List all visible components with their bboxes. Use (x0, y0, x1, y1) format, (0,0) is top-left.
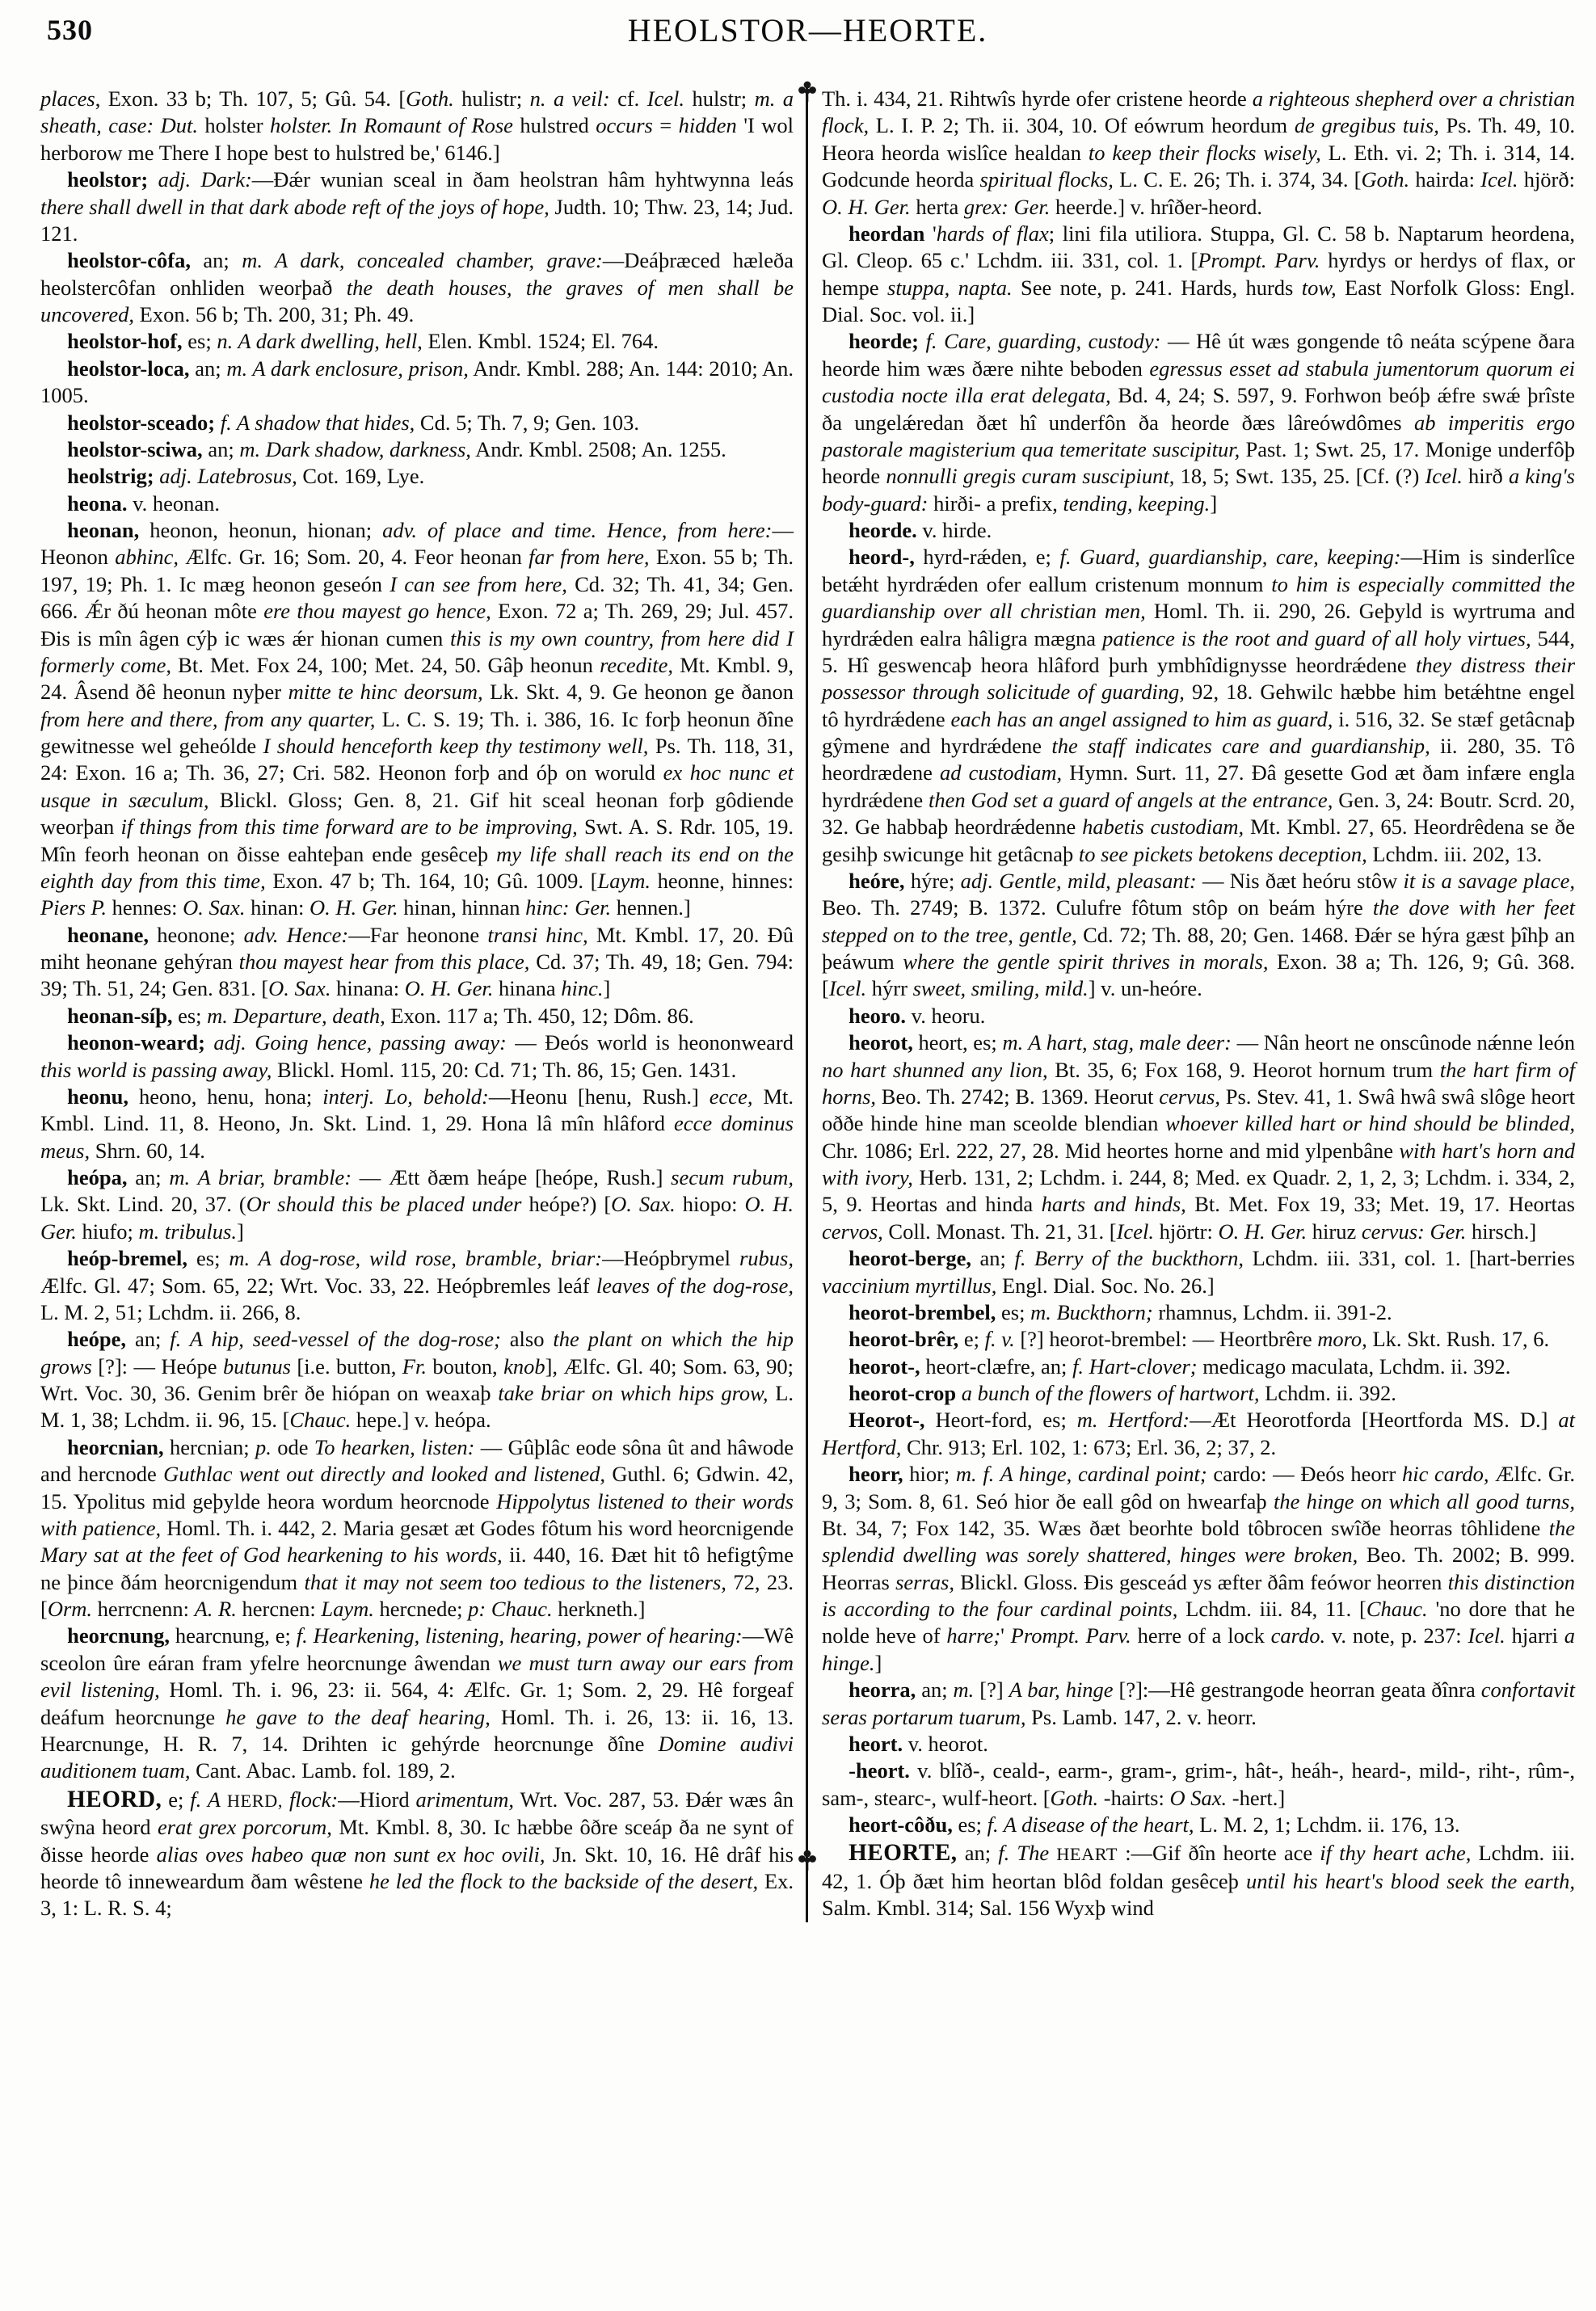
column-divider-rule (806, 86, 808, 1922)
dictionary-entry: heonan-síþ, es; m. Departure, death, Exon. 117 a; Th. 450, 12; Dôm. 86. (67, 1003, 694, 1028)
dictionary-entry: heorot-brêr, e; f. v. [?] heorot-brembel: — Heortbrêre moro, Lk. Skt. Rush. 17, 6. (849, 1327, 1550, 1352)
dictionary-entry: heorot, heort, es; m. A hart, stag, male deer: — Nân heort ne onscûnode nǽnne león no hart shunned any lion, Bt. 35, 6; Fox 168, 9. Heorot hornum trum the hart firm of horns, Beo. Th. 2742; B. 1369. Heorut cervus, Ps. Stev. 41, 1. Swâ hwâ swâ slôge heort oððe hinde hine man sceolde blendian whoever killed hart or hind should be blinded, Chr. 1086; Erl. 222, 27, 28. Mid heortes horne and mid ylpenbâne with hart's horn and with ivory, Herb. 131, 2; Lchdm. i. 244, 8; Med. ex Quadr. 2, 1, 2, 3; Lchdm. i. 334, 2, 5, 9. Heortas and hinda harts and hinds, Bt. Met. Fox 19, 33; Met. 19, 17. Heortas cervos, Coll. Monast. Th. 21, 31. [Icel. hjörtr: O. H. Ger. hiruz cervus: Ger. hirsch.] (822, 1030, 1575, 1244)
dictionary-entry: heóp-bremel, es; m. A dog-rose, wild rose, bramble, briar:—Heópbrymel rubus, Ælfc. Gl. 47; Som. 65, 22; Wrt. Voc. 33, 22. Heópbremles leáf leaves of the dog-rose, L. M. 2, 51; Lchdm. ii. 266, 8. (40, 1246, 794, 1324)
dictionary-entry: Heorot-, Heort-ford, es; m. Hertford:—Æt Heorotforda [Heortforda MS. D.] at Hertford, Chr. 913; Erl. 102, 1: 673; Erl. 36, 2; 37, 2. (822, 1408, 1576, 1459)
dictionary-entry: places, Exon. 33 b; Th. 107, 5; Gû. 54. [Goth. hulistr; n. a veil: cf. Icel. hulstr; m. a sheath, case: Dut. holster holster. In Romaunt of Rose hulstred occurs = hidden 'I wol herborow me There I hope best to hulstred be,' 6146.] (40, 86, 794, 165)
dictionary-entry: heonan, heonon, heonun, hionan; adv. of place and time. Hence, from here:—Heonon abhinc, Ælfc. Gr. 16; Som. 20, 4. Feor heonan far from here, Exon. 55 b; Th. 197, 19; Ph. 1. Ic mæg heonon geseón I can see from here, Cd. 32; Th. 41, 34; Gen. 666. Ǽr ðú heonan môte ere thou mayest go hence, Exon. 72 a; Th. 269, 29; Jul. 457. Ðis is mîn âgen cýþ ic wæs ǽr hionan cumen this is my own country, from here did I formerly come, Bt. Met. Fox 24, 100; Met. 24, 50. Gâþ heonun recedite, Mt. Kmbl. 9, 24. Âsend ðê heonun nyþer mitte te hinc deorsum, Lk. Skt. 4, 9. Ge heonon ge ðanon from here and there, from any quarter, L. C. S. 19; Th. i. 386, 16. Ic forþ heonun ðîne gewitnesse wel geheólde I should henceforth keep thy testimony well, Ps. Th. 118, 31, 24: Exon. 16 a; Th. 36, 27; Cri. 582. Heonon forþ and óþ on woruld ex hoc nunc et usque in sæculum, Blickl. Gloss; Gen. 8, 21. Gif hit sceal heonan forþ gôdiende weorþan if things from this time forward are to be improving, Swt. A. S. Rdr. 105, 19. Mîn feorh heonan on ðisse eahteþan ende gesêceþ my life shall reach its end on the eighth day from this time, Exon. 47 b; Th. 164, 10; Gû. 1009. [Laym. heonne, hinnes: Piers P. hennes: O. Sax. hinan: O. H. Ger. hinan, hinnan hinc: Ger. hennen.] (40, 518, 794, 920)
dictionary-entry: heolstor-sceado; f. A shadow that hides, Cd. 5; Th. 7, 9; Gen. 103. (67, 410, 640, 435)
dictionary-entry: heorde; f. Care, guarding, custody: — Hê út wæs gongende tô neáta scýpene ðara heorde him wæs ðære nihte beboden egressus esset ad stabula jumentorum quorum ei custodia nocte illa erat delegata, Bd. 4, 24; S. 597, 9. Forhwon beóþ ǽfre swǽ þrîste ða ungelǽredan ðæt hî underfôn ða heorde ðæs lâreówdômes ab imperitis ergo pastorale magisterium qua temeritate suscipitur, Past. 1; Swt. 25, 17. Monige underfôþ heorde nonnulli gregis curam suscipiunt, 18, 5; Swt. 135, 25. [Cf. (?) Icel. hirð a king's body-guard: hirði- a prefix, tending, keeping.] (822, 329, 1576, 516)
dictionary-entry: heópe, an; f. A hip, seed-vessel of the dog-rose; also the plant on which the hip grows [?]: — Heópe butunus [i.e. button, Fr. bouton, knob], Ælfc. Gl. 40; Som. 63, 90; Wrt. Voc. 30, 36. Genim brêr ðe hiópan on weaxaþ take briar on which hips grow, L. M. 1, 38; Lchdm. ii. 96, 15. [Chauc. hepe.] v. heópa. (40, 1327, 794, 1433)
dictionary-entry: heord-, hyrd-rǽden, e; f. Guard, guardianship, care, keeping:—Him is sinderlîce betǽht hyrdrǽden ofer eallum cristenum monnum to him is especially committed the guardianship over all christian men, Homl. Th. ii. 290, 26. Geþyld is wyrtruma and hyrdrǽden ealra hâligra mægna patience is the root and guard of all holy virtues, 544, 5. Hî geswencaþ heora hlâford þurh ymbhîdignysse heordrǽdene they distress their possessor through solicitude of guarding, 92, 18. Gehwilc hæbbe him betǽhtne engel tô hyrdrǽdene each has an angel assigned to him as guard, i. 516, 32. Se stæf getâcnaþ gŷmene and hyrdrǽdene the staff indicates care and guardianship, ii. 280, 35. Tô heordrædene ad custodiam, Hymn. Surt. 11, 27. Ðâ gesette God æt ðam infære engla hyrdrǽdene then God set a guard of angels at the entrance, Gen. 3, 24: Boutr. Scrd. 20, 32. Ge habbaþ heordrǽdenne habetis custodiam, Mt. Kmbl. 27, 65. Heordrêdena se ðe gesihþ swicunge hit getâcnaþ to see pickets betokens deception, Lchdm. iii. 202, 13. (822, 545, 1576, 866)
dictionary-entry: heolstor-loca, an; m. A dark enclosure, prison, Andr. Kmbl. 288; An. 144: 2010; An. 1005. (40, 356, 794, 408)
dictionary-entry: heorot-crop a bunch of the flowers of hartwort, Lchdm. ii. 392. (849, 1381, 1396, 1405)
dictionary-entry: -heort. v. blîð-, ceald-, earm-, gram-, grim-, hât-, heáh-, heard-, mild-, riht-, rûm-, sam-, stearc-, wulf-heort. [Goth. -hairts: O Sax. -hert.] (822, 1758, 1575, 1810)
dictionary-entry: heolstor-côfa, an; m. A dark, concealed chamber, grave:—Deáþræced hæleða heolstercôfan onhliden weorþað the death houses, the graves of men shall be uncovered, Exon. 56 b; Th. 200, 31; Ph. 49. (40, 248, 794, 326)
dictionary-entry: Th. i. 434, 21. Rihtwîs hyrde ofer cristene heorde a righteous shepherd over a christian flock, L. I. P. 2; Th. ii. 304, 10. Of eówrum heordum de gregibus tuis, Ps. Th. 49, 10. Heora heorda wislîce healdan to keep their flocks wisely, L. Eth. vi. 2; Th. i. 314, 14. Godcunde heorda spiritual flocks, L. C. E. 26; Th. i. 374, 34. [Goth. hairda: Icel. hjörð: O. H. Ger. herta grex: Ger. heerde.] v. hrîðer-heord. (822, 86, 1576, 219)
dictionary-entry: heorot-, heort-clæfre, an; f. Hart-clover; medicago maculata, Lchdm. ii. 392. (849, 1353, 1511, 1379)
fleuron-icon (798, 1850, 817, 1871)
page-number: 530 (47, 14, 93, 46)
left-column (40, 86, 794, 1922)
dictionary-entry: heolstor; adj. Dark:—Ðǽr wunian sceal in ðam heolstran hâm hyhtwynna leás there shall dwell in that dark abode reft of the joys of hope, Judth. 10; Thw. 23, 14; Jud. 121. (40, 167, 794, 246)
dictionary-entry: heolstor-sciwa, an; m. Dark shadow, darkness, Andr. Kmbl. 2508; An. 1255. (67, 436, 726, 461)
dictionary-entry: heort. v. heorot. (849, 1731, 988, 1756)
dictionary-entry: HEORTE, an; f. The HEART :—Gif ðîn heorte ace if thy heart ache, Lchdm. iii. 42, 1. Óþ ðæt him heortan blôd foldan gesêceþ until his heart's blood seek the earth, Salm. Kmbl. 314; Sal. 156 Wyxþ wind (822, 1840, 1576, 1921)
right-column (822, 86, 1575, 1922)
page-title: HEOLSTOR—HEORTE. (627, 12, 988, 48)
page-header (40, 11, 1575, 68)
dictionary-entry: heorr, hior; m. f. A hinge, cardinal point; cardo: — Ðeós heorr hic cardo, Ælfc. Gr. 9, 3; Som. 8, 61. Seó hior ðe eall gôd on hwearfaþ the hinge on which all good turns, Bt. 34, 7; Fox 142, 35. Wæs ðæt beorhte bold tôbrocen swîðe heorras tôhlidene the splendid dwelling was sorely shattered, hinges were broken, Beo. Th. 2002; B. 999. Heorras serras, Blickl. Gloss. Ðis gesceád ys æfter ðâm feówor heorren this distinction is according to the four cardinal points, Lchdm. iii. 84, 11. [Chauc. 'no dore that he nolde heve of harre;' Prompt. Parv. herre of a lock cardo. v. note, p. 237: Icel. hjarri a hinge.] (822, 1462, 1575, 1675)
dictionary-entry: heorcnian, hercnian; p. ode To hearken, listen: — Gûþlâc eode sôna ût and hâwode and hercnode Guthlac went out directly and looked and listened, Guthl. 6; Gdwin. 42, 15. Ypolitus mid geþylde heora wordum heorcnode Hippolytus listened to their words with patience, Homl. Th. i. 442, 2. Maria gesæt æt Godes fôtum his word heorcnigende Mary sat at the feet of God hearkening to his words, ii. 440, 16. Ðæt hit tô hefigtŷme ne þince ðám heorcnigendum that it may not seem too tedious to the listeners, 72, 23. [Orm. herrcnenn: A. R. hercnen: Laym. hercnede; p: Chauc. herkneth.] (40, 1434, 794, 1621)
text-columns (40, 86, 1575, 1922)
dictionary-entry: heorcnung, hearcnung, e; f. Hearkening, listening, hearing, power of hearing:—Wê sceolon ûre eáran fram yfelre heorcnunge âwendan we must turn away our ears from evil listening, Homl. Th. i. 96, 23: ii. 564, 4: Ælfc. Gr. 1; Som. 2, 29. Hê forgeaf deáfum heorcnunge he gave to the deaf hearing, Homl. Th. i. 26, 13: ii. 16, 13. Hearcnunge, H. R. 7, 14. Drihten ic gehýrde heorcnunge ðîne Domine audivi auditionem tuam, Cant. Abac. Lamb. fol. 189, 2. (40, 1623, 794, 1783)
dictionary-entry: heordan 'hards of flax; lini fila utiliora. Stuppa, Gl. C. 58 b. Naptarum heordena, Gl. Cleop. 65 c.' Lchdm. iii. 331, col. 1. [Prompt. Parv. hyrdys or herdys of flax, or hempe stuppa, napta. See note, p. 241. Hards, hurds tow, East Norfolk Gloss: Engl. Dial. Soc. vol. ii.] (822, 221, 1576, 326)
dictionary-entry: heópa, an; m. A briar, bramble: — Ætt ðæm heápe [heópe, Rush.] secum rubum, Lk. Skt. Lind. 20, 37. (Or should this be placed under heópe?) [O. Sax. hiopo: O. H. Ger. hiufo; m. tribulus.] (40, 1165, 794, 1244)
dictionary-entry: heorde. v. hirde. (849, 518, 992, 542)
dictionary-entry: heorra, an; m. [?] A bar, hinge [?]:—Hê gestrangode heorran geata ðînra confortavit seras portarum tuarum, Ps. Lamb. 147, 2. v. heorr. (822, 1677, 1575, 1729)
dictionary-entry: heoro. v. heoru. (849, 1003, 986, 1028)
dictionary-entry: heolstor-hof, es; n. A dark dwelling, hell, Elen. Kmbl. 1524; El. 764. (67, 329, 659, 354)
dictionary-entry: heort-côðu, es; f. A disease of the heart, L. M. 2, 1; Lchdm. ii. 176, 13. (849, 1812, 1460, 1837)
dictionary-entry: heonon-weard; adj. Going hence, passing away: — Ðeós world is heononweard this world is passing away, Blickl. Homl. 115, 20: Cd. 71; Th. 86, 15; Gen. 1431. (40, 1030, 794, 1082)
dictionary-entry: heorot-brembel, es; m. Buckthorn; rhamnus, Lchdm. ii. 391-2. (849, 1299, 1392, 1324)
dictionary-entry: heonu, heono, henu, hona; interj. Lo, behold:—Heonu [henu, Rush.] ecce, Mt. Kmbl. Lind. 11, 8. Heono, Jn. Skt. Lind. 1, 29. Hona lâ mîn hlâford ecce dominus meus, Shrn. 60, 14. (40, 1084, 794, 1163)
dictionary-entry: HEORD, e; f. A HERD, flock:—Hiord arimentum, Wrt. Voc. 287, 53. Ðǽr wæs ân swŷna heord erat grex porcorum, Mt. Kmbl. 8, 30. Ic hæbbe ôðre sceáp ða ne synt of ðisse heorde alias oves habeo quæ non sunt ex hoc ovili, Jn. Skt. 10, 16. Hê drâf his heorde tô inneweardum ðam wêstene he led the flock to the backside of the desert, Ex. 3, 1: L. R. S. 4; (40, 1786, 794, 1921)
fleuron-icon (798, 81, 817, 102)
dictionary-entry: heorot-berge, an; f. Berry of the buckthorn, Lchdm. iii. 331, col. 1. [hart-berries vaccinium myrtillus, Engl. Dial. Soc. No. 26.] (822, 1246, 1575, 1298)
dictionary-entry: heona. v. heonan. (67, 490, 221, 516)
dictionary-entry: heóre, hýre; adj. Gentle, mild, pleasant: — Nis ðæt heóru stôw it is a savage place, Beo. Th. 2749; B. 1372. Culufre fôtum stôp on beám hýre the dove with her feet stepped on to the tree, gentle, Cd. 72; Th. 88, 20; Gen. 1468. Ðǽr se hýra gæst þîhþ an þeáwum where the gentle spirit thrives in morals, Exon. 38 a; Th. 126, 9; Gû. 368. [Icel. hýrr sweet, smiling, mild.] v. un-heóre. (822, 868, 1576, 1001)
dictionary-entry: heonane, heonone; adv. Hence:—Far heonone transi hinc, Mt. Kmbl. 17, 20. Ðû miht heonane gehýran thou mayest hear from this place, Cd. 37; Th. 49, 18; Gen. 794: 39; Th. 51, 24; Gen. 831. [O. Sax. hinana: O. H. Ger. hinana hinc.] (40, 922, 794, 1001)
dictionary-entry: heolstrig; adj. Latebrosus, Cot. 169, Lye. (67, 464, 425, 489)
